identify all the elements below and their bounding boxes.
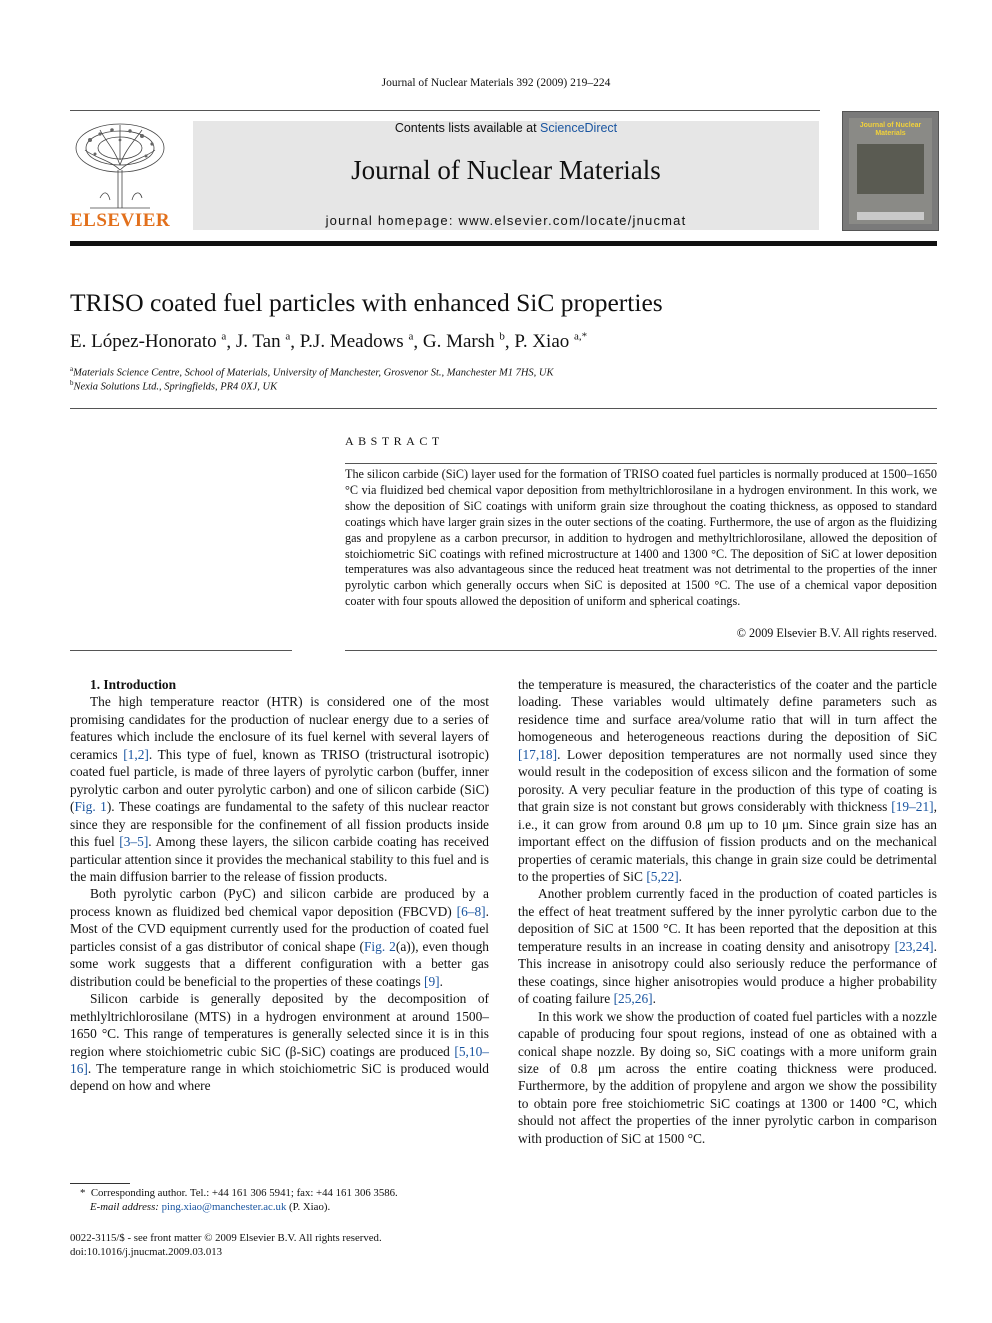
cover-title: Journal of Nuclear Materials [859, 122, 922, 137]
journal-reference: Journal of Nuclear Materials 392 (2009) 219–224 [381, 77, 611, 89]
paragraph: Both pyrolytic carbon (PyC) and silicon carbide are produced by a process known as fluidized bed chemical vapor deposition (FBCVD) [6–8]. Most of the CVD equipment currently used for the production of coated fuel particles consist of a gas distributor of conical shape (Fig. 2(a)), even though some work suggests that a different configuration with a better gas distribution could be beneficial to the properties of these coatings [9]. [70, 886, 489, 989]
header-rule [70, 110, 820, 111]
citation-link[interactable]: [19–21] [891, 799, 934, 815]
article-title: TRISO coated fuel particles with enhanced SiC properties [70, 288, 663, 317]
tree-icon [70, 120, 170, 210]
contents-line: Contents lists available at ScienceDirect [394, 121, 618, 135]
right-rule [345, 650, 937, 651]
abstract-text: The silicon carbide (SiC) layer used for the formation of TRISO coated fuel particles is normally produced at 1500–1650 °C via fluidized bed chemical vapor deposition from methyltrichlorosilane in a hydrogen environment. In this work, we show the deposition of SiC coatings with uniform grain size throughout the coating thickness, as opposed to standard coatings which have larger grain sizes in the outer sections of the coating. Furthermore, the use of argon as the fluidizing gas and propylene as a carbon precursor, in addition to hydrogen and methyltrichlorosilane, allowed the deposition of stoichiometric SiC coatings with refined microstructure at 1400 and 1300 °C. The deposition of SiC at lower deposition temperatures was also advantageous since the reduced heat treatment was not detrimental to the properties of the inner pyrolytic carbon which generally occurs when SiC is deposited at 1500 °C. The use of a chemical vapor deposition coater with four spouts allowed the deposition of uniform and spherical coatings. [345, 467, 937, 609]
issn-info: 0022-3115/$ - see front matter © 2009 Elsevier B.V. All rights reserved. doi:10.1016/j.jnucmat.2009.03.013 [70, 1232, 382, 1258]
section-heading: 1. Introduction [90, 677, 177, 692]
paragraph: the temperature is measured, the characteristics of the coater and the particle loading. These variables would ultimately define parameters such as residence time and surface area/volume ratio that will in turn affect the homogeneous and heterogeneous reactions during the deposition of SiC [17,18]. Lower deposition temperatures are not normally used since they would result in the codeposition of excess silicon and the formation of some porosity. A very peculiar feature in the production of this type of coating is that grain size is not constant but grows considerably with thickness [19–21], i.e., it can grow from around 0.8 μm up to 10 μm. Since grain size has an important effect on the diffusion of fission products and on the mechanical properties of ceramic materials, this change in grain size could be detrimental to the properties of SiC [5,22]. [518, 677, 937, 884]
sciencedirect-link[interactable]: ScienceDirect [540, 121, 618, 135]
citation-link[interactable]: [17,18] [518, 746, 558, 762]
paragraph: In this work we show the production of coated fuel particles with a nozzle capable of producing four spout regions, instead of one as obtained with a conical shape nozzle. By doing so, SiC coatings with a more uniform grain size of 0.8 μm across the entire coating thickness were produced. Furthermore, by the addition of propylene and argon we show the possibility to obtain pore free stoichiometric SiC coatings at 1300 or 1400 °C, which should not affect the properties of the inner pyrolytic carbon in comparison with production of SiC at 1500 °C. [518, 1008, 937, 1146]
affiliation: $^a$Materials Science Centre, School of Materials, University of Manchester, Grosvenor St., Manchester M1 7HS, UK [70, 365, 554, 379]
abstract-heading: ABSTRACT [345, 434, 444, 448]
citation-link[interactable]: [3–5] [119, 834, 149, 850]
header-thick-rule [70, 241, 937, 246]
doi[interactable]: doi:10.1016/j.jnucmat.2009.03.013 [70, 1246, 223, 1258]
corresponding-footnote: * Corresponding author. Tel.: +44 161 306 5941; fax: +44 161 306 3586. E-mail address: ping.xiao@manchester.ac.uk (P. Xiao). [80, 1187, 398, 1213]
body-column-right [518, 676, 937, 1147]
cover-strip [857, 212, 924, 220]
citation-link[interactable]: [23,24] [894, 938, 934, 954]
body-column-left [70, 676, 489, 1095]
author-list: E. López-Honorato $^a$, J. Tan $^a$, P.J. Meadows $^a$, G. Marsh $^b$, P. Xiao $^{a,*}$ [70, 331, 588, 353]
journal-title: Journal of Nuclear Materials [351, 155, 661, 185]
affiliation: $^b$Nexia Solutions Ltd., Springfields, PR4 0XJ, UK [70, 379, 278, 393]
author[interactable]: G. Marsh $^b$ [422, 331, 505, 353]
email-link[interactable]: ping.xiao@manchester.ac.uk [161, 1201, 287, 1213]
journal-homepage[interactable]: journal homepage: www.elsevier.com/locate/jnucmat [325, 213, 687, 228]
paragraph: The high temperature reactor (HTR) is considered one of the most promising candidates for the production of nuclear energy due to a series of features which include the enclosure of its fuel kernel with several layers of ceramics [1,2]. This type of fuel, known as TRISO (tristructural isotropic) coated fuel particle, is made of three layers of pyrolytic carbon (buffer, inner pyrolytic carbon and outer pyrolytic carbon) and one of silicon carbide (SiC) (Fig. 1). These coatings are fundamental to the safety of this nuclear reactor since they are responsible for the confinement of all fission products inside this fuel [3–5]. Among these layers, the silicon carbide coating has received particular attention since it provides the mechanical stability to this fuel and is the main diffusion barrier to the release of fission products. [70, 694, 489, 884]
footnote-rule [70, 1183, 130, 1184]
author[interactable]: P. Xiao $^{a,*}$ [514, 331, 588, 353]
elsevier-logo[interactable] [70, 120, 170, 232]
citation-link[interactable]: [5,22] [646, 868, 679, 884]
citation-link[interactable]: [9] [424, 973, 440, 989]
abstract-rule [345, 463, 937, 464]
author[interactable]: J. Tan $^a$ [235, 331, 291, 353]
figure-link[interactable]: Fig. 2 [363, 938, 396, 954]
journal-cover[interactable] [842, 111, 939, 231]
author[interactable]: E. López-Honorato $^a$ [70, 331, 227, 353]
citation-link[interactable]: [5,10–16] [70, 1043, 489, 1076]
cover-image [857, 144, 924, 194]
citation-link[interactable]: [1,2] [123, 746, 149, 762]
paragraph: Silicon carbide is generally deposited by the decomposition of methlyltrichlorosilane (MTS) in a hydrogen environment at around 1500–1650 °C. This range of temperatures is generally selected since it is in this region where stoichiometric cubic SiC (β-SiC) coatings are produced [5,10–16]. The temperature range in which stoichiometric SiC is produced would depend on how and where [70, 991, 489, 1094]
citation-link[interactable]: [6–8] [456, 903, 486, 919]
paragraph: Another problem currently faced in the production of coated particles is the effect of heat treatment suffered by the inner pyrolytic carbon due to the deposition of SiC at 1500 °C. It has been reported that the deposition at this temperature results in an increase in coating density and anisotropy [23,24]. This increase in anisotropy could also seriously reduce the performance of these coatings, since higher anisotropies would produce a higher probability of coating failure [25,26]. [518, 886, 937, 1007]
left-rule [70, 650, 292, 651]
author[interactable]: P.J. Meadows $^a$ [299, 331, 414, 353]
citation-link[interactable]: [25,26] [613, 991, 653, 1007]
section-rule [70, 408, 937, 409]
figure-link[interactable]: Fig. 1 [74, 799, 107, 815]
abstract-copyright: © 2009 Elsevier B.V. All rights reserved. [736, 626, 937, 640]
publisher-name: ELSEVIER [70, 210, 171, 231]
